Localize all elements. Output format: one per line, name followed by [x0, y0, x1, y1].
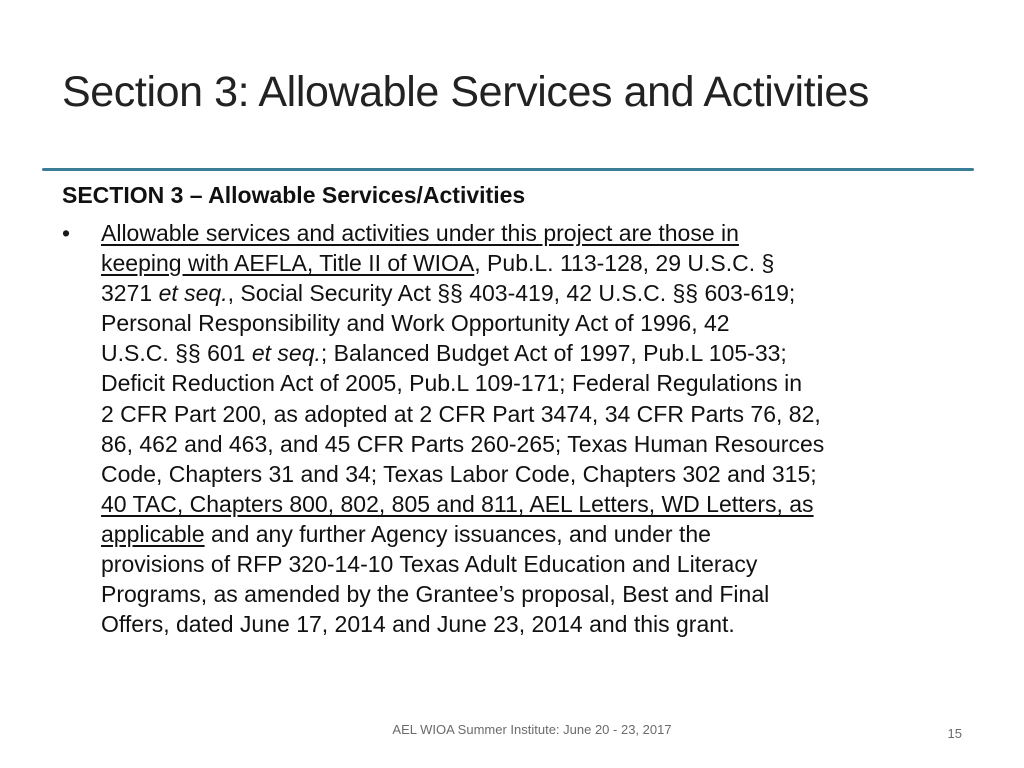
bullet-text-line [101, 429, 972, 459]
bullet-text-line [101, 248, 972, 278]
bullet-text-line [101, 308, 972, 338]
text-segment: Personal Responsibility and Work Opportunity Act of 1996, 42 [101, 310, 730, 337]
text-segment: , Pub.L. 113-128, 29 U.S.C. § [474, 250, 775, 277]
italic-text: et seq. [251, 340, 321, 367]
bullet-text-line [101, 459, 972, 489]
bullet-text-line [101, 218, 972, 248]
italic-text: et seq. [158, 280, 228, 307]
underlined-text: keeping with AEFLA, Title II of WIOA [101, 250, 475, 277]
underlined-text: applicable [101, 520, 205, 547]
text-segment: , Social Security Act §§ 403-419, 42 U.S.C. §§ 603-619; [227, 280, 796, 307]
bullet-text-line [101, 519, 972, 549]
bullet-text-line [101, 609, 972, 639]
bullet-text-line [101, 549, 972, 579]
section-heading: SECTION 3 – Allowable Services/Activities [62, 182, 526, 208]
underlined-text: Allowable services and activities under this project are those in [101, 220, 739, 246]
text-segment: 2 CFR Part 200, as adopted at 2 CFR Part 3474, 34 CFR Parts 76, 82, [101, 400, 821, 427]
slide-title: Section 3: Allowable Services and Activities [62, 68, 870, 116]
footer-text: AEL WIOA Summer Institute: June 20 - 23, 2017 [392, 722, 672, 737]
bullet-text-line [101, 489, 972, 519]
text-segment: U.S.C. §§ 601 [101, 340, 252, 367]
underlined-text: 40 TAC, Chapters 800, 802, 805 and 811, AEL Letters, WD Letters, as [101, 490, 814, 517]
bullet-marker: • [62, 220, 71, 246]
bullet-text-line [101, 278, 972, 308]
text-segment: Code, Chapters 31 and 34; Texas Labor Code, Chapters 302 and 315; [101, 460, 817, 487]
bullet-text-line [101, 399, 972, 429]
bullet-text [101, 218, 972, 639]
text-segment: 3271 [101, 280, 159, 307]
bullet-text-line [101, 338, 972, 368]
bullet-text-line [101, 368, 972, 398]
page-number: 15 [947, 726, 962, 741]
bullet-text-line [101, 579, 972, 609]
text-segment: Programs, as amended by the Grantee’s proposal, Best and Final [101, 581, 770, 608]
text-segment: Offers, dated June 17, 2014 and June 23, 2014 and this grant. [101, 611, 735, 638]
text-segment: Deficit Reduction Act of 2005, Pub.L 109-171; Federal Regulations in [101, 370, 803, 397]
text-segment: and any further Agency issuances, and under the [204, 520, 711, 547]
text-segment: ; Balanced Budget Act of 1997, Pub.L 105-33; [320, 340, 787, 367]
text-segment: 86, 462 and 463, and 45 CFR Parts 260-265; Texas Human Resources [101, 430, 825, 457]
title-divider [42, 168, 974, 171]
text-segment: provisions of RFP 320-14-10 Texas Adult Education and Literacy [101, 551, 758, 578]
